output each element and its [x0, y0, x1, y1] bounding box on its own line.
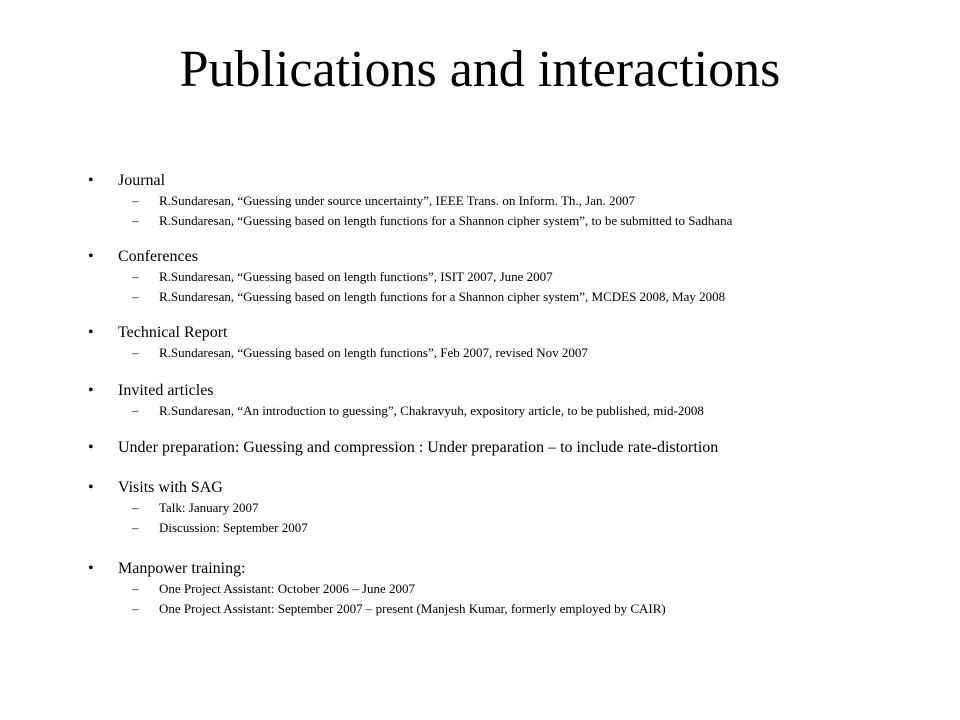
dash-icon: –	[132, 500, 139, 515]
bullet-icon: •	[88, 479, 94, 496]
list-item	[88, 401, 948, 421]
bullet-icon: •	[88, 439, 94, 456]
list-item-text: One Project Assistant: October 2006 – June 2007	[159, 581, 415, 596]
dash-icon: –	[132, 403, 139, 418]
list-item-text: R.Sundaresan, “An introduction to guessing”, Chakravyuh, expository article, to be published, mid-2008	[159, 403, 704, 418]
section-manpower-training	[88, 559, 948, 619]
list-item	[88, 579, 948, 599]
section-heading-text: Manpower training:	[118, 560, 246, 577]
section-heading	[88, 559, 948, 579]
dash-icon: –	[132, 269, 139, 284]
list-item-text: R.Sundaresan, “Guessing based on length functions”, Feb 2007, revised Nov 2007	[159, 345, 588, 360]
list-item-text: R.Sundaresan, “Guessing based on length functions for a Shannon cipher system”, MCDES 2008, May 2008	[159, 289, 726, 304]
bullet-icon: •	[88, 382, 94, 399]
section-heading-text: Journal	[118, 172, 166, 189]
bullet-icon: •	[88, 172, 94, 189]
section-heading	[88, 438, 948, 458]
section-heading-text: Invited articles	[118, 382, 214, 399]
list-item	[88, 518, 948, 538]
section-heading	[88, 323, 948, 343]
dash-icon: –	[132, 345, 139, 360]
section-heading-text: Technical Report	[118, 324, 228, 341]
dash-icon: –	[132, 289, 139, 304]
section-heading	[88, 247, 948, 267]
list-item	[88, 498, 948, 518]
list-item	[88, 191, 948, 211]
list-item-text: R.Sundaresan, “Guessing under source uncertainty”, IEEE Trans. on Inform. Th., Jan. 2007	[159, 193, 635, 208]
dash-icon: –	[132, 581, 139, 596]
slide-title: Publications and interactions	[179, 41, 781, 98]
section-heading	[88, 478, 948, 498]
section-heading	[88, 381, 948, 401]
list-item-text: R.Sundaresan, “Guessing based on length functions”, ISIT 2007, June 2007	[159, 269, 553, 284]
dash-icon: –	[132, 601, 139, 616]
list-item-text: Discussion: September 2007	[159, 520, 308, 535]
section-technical-report	[88, 323, 948, 363]
section-heading	[88, 171, 948, 191]
section-under-preparation	[88, 438, 948, 458]
bullet-icon: •	[88, 248, 94, 265]
section-invited-articles	[88, 381, 948, 421]
bullet-icon: •	[88, 324, 94, 341]
list-item-text: Talk: January 2007	[159, 500, 259, 515]
list-item	[88, 599, 948, 619]
dash-icon: –	[132, 193, 139, 208]
section-visits-with-sag	[88, 478, 948, 538]
list-item	[88, 287, 948, 307]
dash-icon: –	[132, 213, 139, 228]
list-item-text: R.Sundaresan, “Guessing based on length functions for a Shannon cipher system”, to be submitted to Sadhana	[159, 213, 733, 228]
section-heading-text: Conferences	[118, 248, 198, 265]
section-heading-text: Under preparation: Guessing and compression : Under preparation – to include rate-distortion	[118, 439, 719, 456]
section-journal	[88, 171, 948, 231]
bullet-icon: •	[88, 560, 94, 577]
section-conferences	[88, 247, 948, 307]
list-item-text: One Project Assistant: September 2007 – present (Manjesh Kumar, formerly employed by CAIR)	[159, 601, 666, 616]
section-heading-text: Visits with SAG	[118, 479, 223, 496]
dash-icon: –	[132, 520, 139, 535]
list-item	[88, 211, 948, 231]
list-item	[88, 343, 948, 363]
list-item	[88, 267, 948, 287]
